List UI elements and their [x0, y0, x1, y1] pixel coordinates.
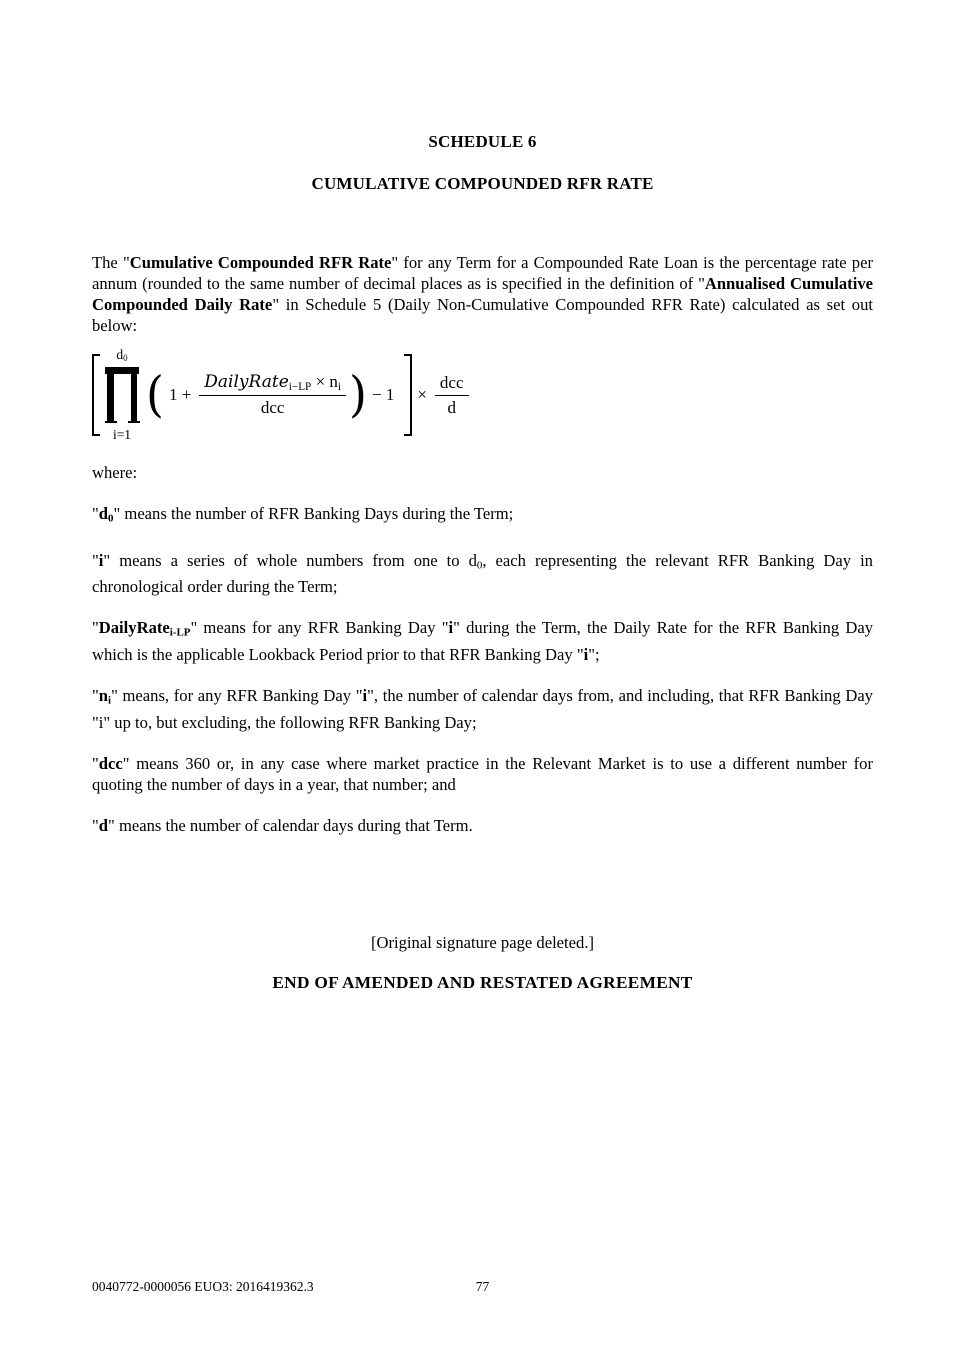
- text-run: Cumulative Compounded RFR Rate: [129, 253, 392, 272]
- text-run: " in Schedule 5 (Daily Non-Cumulative Compounded RFR Rate) calculated as set out below:: [92, 295, 873, 335]
- text-run: i: [108, 694, 112, 707]
- dcc-over-d-fraction: [435, 373, 469, 418]
- text-run: DailyRate: [98, 618, 170, 638]
- text-run: Annualised Cumulative Compounded Daily Rate: [92, 274, 873, 314]
- text-run: ": [92, 753, 99, 773]
- text-run: " means the number of RFR Banking Days during the Term;: [113, 504, 514, 523]
- text-run: " means, for any RFR Banking Day ": [111, 686, 363, 706]
- definition-dailyrate: [92, 617, 873, 665]
- text-run: ": [92, 550, 99, 570]
- text-run: 0: [108, 512, 114, 525]
- text-run: " means 360 or, in any case where market practice in the Relevant Market is to use a different number for quoting the number of days in a year, that number; and: [92, 753, 873, 794]
- right-square-bracket: [404, 354, 412, 436]
- text-run: " means for any RFR Banking Day ": [190, 618, 449, 638]
- text-run: i: [98, 550, 104, 570]
- text-run: i: [448, 618, 454, 638]
- text-run: 0: [476, 559, 483, 572]
- text-run: i: [583, 645, 589, 665]
- fraction-numerator: dcc: [435, 373, 469, 396]
- signature-note: [Original signature page deleted.]: [370, 932, 594, 952]
- minus-one-term: − 1: [371, 385, 395, 404]
- product-operator: [105, 348, 139, 442]
- text-run: ", the number of calendar days from, and including, that RFR Banking Day "i" up to, but excluding, the following RFR Banking Day;: [92, 686, 873, 732]
- schedule-heading: SCHEDULE 6: [428, 132, 537, 151]
- text-run: 0: [123, 353, 128, 364]
- cumulative-compounded-rfr-rate-formula: [92, 347, 873, 443]
- definition-d0: [92, 503, 873, 530]
- fraction-denominator: dcc: [260, 397, 285, 417]
- text-run: ": [92, 504, 99, 523]
- fraction-numerator: [199, 372, 346, 396]
- text-run: d: [98, 815, 109, 835]
- definition-d: [92, 815, 873, 836]
- text-run: i: [337, 380, 342, 393]
- text-run: ": [92, 815, 99, 835]
- text-run: n: [98, 686, 109, 706]
- product-lower-limit: i=1: [112, 427, 132, 443]
- one-plus-term: 1 +: [168, 385, 192, 404]
- text-run: d: [98, 504, 109, 523]
- fraction-denominator: d: [447, 397, 456, 417]
- text-run: ": [92, 618, 99, 638]
- text-run: i−LP: [288, 380, 312, 393]
- page-footer: [92, 1279, 873, 1297]
- multiplication-sign: ×: [417, 385, 427, 404]
- text-run: i: [362, 686, 368, 706]
- text-run: × n: [311, 372, 338, 392]
- text-run: ": [92, 686, 99, 706]
- text-run: , each representing the relevant RFR Banking Day in chronological order during the Term;: [92, 550, 873, 597]
- where-label: where:: [92, 463, 138, 482]
- text-run: " means the number of calendar days during that Term.: [108, 815, 473, 835]
- document-reference: 0040772-0000056 EUO3: 2016419362.3: [92, 1279, 314, 1294]
- left-square-bracket: [92, 354, 100, 436]
- text-run: " during the Term, the Daily Rate for the RFR Banking Day which is the applicable Lookback Period prior to that RFR Banking Day ": [92, 618, 873, 665]
- text-run: DailyRate: [204, 372, 289, 393]
- open-parenthesis: (: [146, 365, 164, 424]
- intro-paragraph: [92, 252, 873, 336]
- schedule-subheading: CUMULATIVE COMPOUNDED RFR RATE: [311, 174, 654, 193]
- text-run: " means a series of whole numbers from one to d: [103, 550, 477, 570]
- definition-i: [92, 550, 873, 598]
- definition-ni: [92, 685, 873, 733]
- text-run: The ": [92, 253, 130, 272]
- product-upper-limit: [116, 348, 127, 363]
- end-of-agreement-statement: END OF AMENDED AND RESTATED AGREEMENT: [272, 972, 693, 992]
- product-pi-symbol: [105, 367, 139, 423]
- definition-dcc: [92, 753, 873, 795]
- text-run: i-LP: [169, 627, 191, 640]
- daily-rate-fraction: [199, 372, 346, 418]
- close-parenthesis: ): [349, 365, 367, 424]
- text-run: ";: [588, 645, 600, 665]
- text-run: " for any Term for a Compounded Rate Loan is the percentage rate per annum (rounded to the same number of decimal places as is specified in the definition of ": [92, 253, 873, 293]
- text-run: d: [116, 347, 124, 363]
- page-number: 77: [475, 1279, 490, 1294]
- text-run: dcc: [98, 753, 123, 773]
